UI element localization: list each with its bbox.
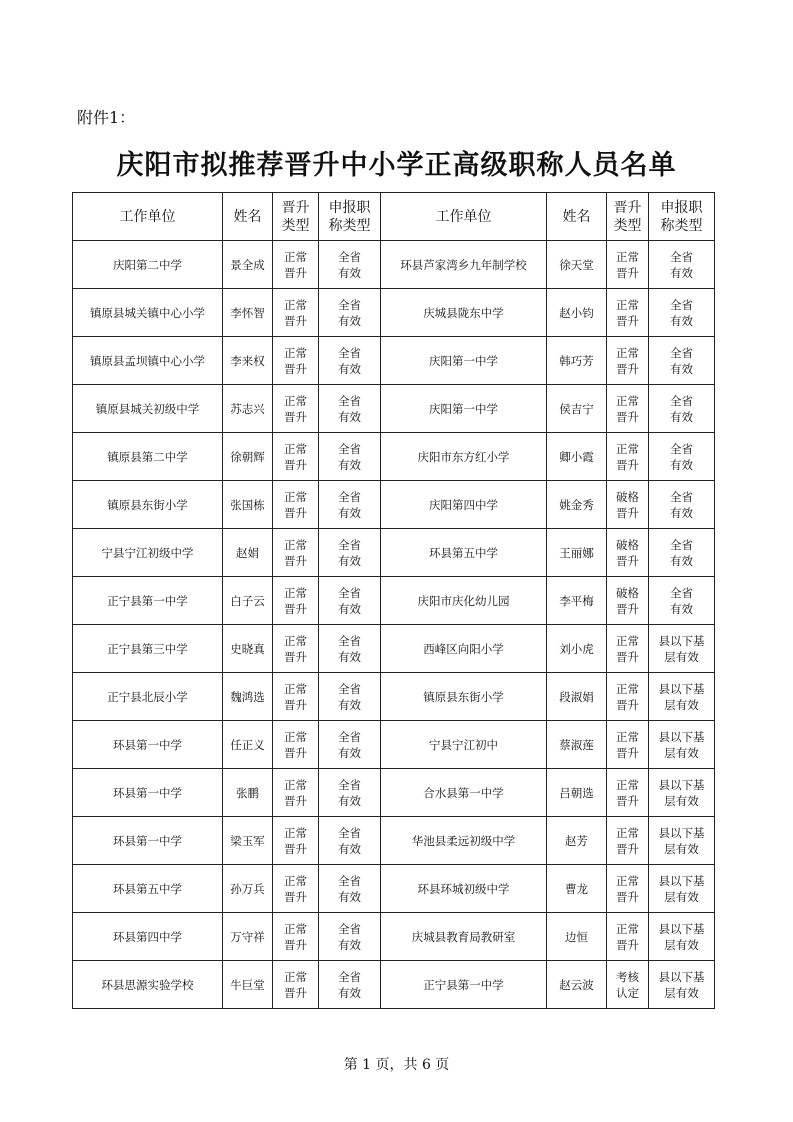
unit-cell: 镇原县第二中学: [73, 433, 223, 481]
title-type-cell: 全省 有效: [649, 337, 715, 385]
header-unit-2: 工作单位: [381, 193, 547, 241]
title-type-cell: 全省 有效: [319, 673, 381, 721]
name-cell: 赵小钧: [547, 289, 607, 337]
name-cell: 魏鸿选: [223, 673, 273, 721]
unit-cell: 宁县宁江初中: [381, 721, 547, 769]
title-type-cell: 县以下基 层有效: [649, 721, 715, 769]
table-body: [73, 241, 715, 1009]
unit-cell: 环县环城初级中学: [381, 865, 547, 913]
name-cell: 侯吉宁: [547, 385, 607, 433]
promotion-type-cell: 破格 晋升: [607, 529, 649, 577]
name-cell: 蔡淑莲: [547, 721, 607, 769]
promotion-type-cell: 正常 晋升: [273, 433, 319, 481]
name-cell: 李怀智: [223, 289, 273, 337]
unit-cell: 镇原县城关初级中学: [73, 385, 223, 433]
promotion-type-cell: 正常 晋升: [607, 865, 649, 913]
table-row: [73, 625, 715, 673]
title-type-cell: 全省 有效: [319, 433, 381, 481]
unit-cell: 庆阳市庆化幼儿园: [381, 577, 547, 625]
name-cell: 张国栋: [223, 481, 273, 529]
promotion-type-cell: 正常 晋升: [273, 625, 319, 673]
promotion-type-cell: 正常 晋升: [607, 817, 649, 865]
name-cell: 赵芳: [547, 817, 607, 865]
title-type-cell: 全省 有效: [649, 289, 715, 337]
title-type-cell: 全省 有效: [649, 241, 715, 289]
title-type-cell: 全省 有效: [319, 529, 381, 577]
title-type-cell: 全省 有效: [319, 961, 381, 1009]
name-cell: 万守祥: [223, 913, 273, 961]
header-unit: 工作单位: [73, 193, 223, 241]
name-cell: 段淑娟: [547, 673, 607, 721]
promotion-type-cell: 考核 认定: [607, 961, 649, 1009]
table-row: [73, 385, 715, 433]
name-cell: 孙万兵: [223, 865, 273, 913]
name-cell: 姚金秀: [547, 481, 607, 529]
name-cell: 刘小虎: [547, 625, 607, 673]
unit-cell: 镇原县东街小学: [73, 481, 223, 529]
title-type-cell: 县以下基 层有效: [649, 913, 715, 961]
title-type-cell: 全省 有效: [649, 481, 715, 529]
promotion-type-cell: 正常 晋升: [273, 769, 319, 817]
title-type-cell: 全省 有效: [319, 721, 381, 769]
unit-cell: 庆阳第一中学: [381, 385, 547, 433]
table-row: [73, 817, 715, 865]
table-row: [73, 913, 715, 961]
title-type-cell: 全省 有效: [319, 241, 381, 289]
roster-table: [72, 192, 715, 1009]
unit-cell: 庆阳第二中学: [73, 241, 223, 289]
unit-cell: 镇原县东街小学: [381, 673, 547, 721]
unit-cell: 环县第五中学: [73, 865, 223, 913]
table-row: [73, 673, 715, 721]
header-name: 姓名: [223, 193, 273, 241]
unit-cell: 宁县宁江初级中学: [73, 529, 223, 577]
promotion-type-cell: 正常 晋升: [607, 385, 649, 433]
unit-cell: 镇原县城关镇中心小学: [73, 289, 223, 337]
promotion-type-cell: 正常 晋升: [273, 817, 319, 865]
header-name-2: 姓名: [547, 193, 607, 241]
unit-cell: 环县第一中学: [73, 721, 223, 769]
unit-cell: 环县第一中学: [73, 769, 223, 817]
header-row: [73, 193, 715, 241]
promotion-type-cell: 正常 晋升: [273, 289, 319, 337]
unit-cell: 庆阳第一中学: [381, 337, 547, 385]
unit-cell: 环县第一中学: [73, 817, 223, 865]
attachment-label: 附件1：: [77, 108, 136, 127]
unit-cell: 庆阳市东方红小学: [381, 433, 547, 481]
title-type-cell: 全省 有效: [649, 385, 715, 433]
title-type-cell: 县以下基 层有效: [649, 769, 715, 817]
unit-cell: 庆阳第四中学: [381, 481, 547, 529]
promotion-type-cell: 正常 晋升: [607, 721, 649, 769]
table-row: [73, 433, 715, 481]
name-cell: 徐天堂: [547, 241, 607, 289]
table-row: [73, 289, 715, 337]
unit-cell: 环县第五中学: [381, 529, 547, 577]
title-type-cell: 全省 有效: [649, 433, 715, 481]
unit-cell: 镇原县孟坝镇中心小学: [73, 337, 223, 385]
table-row: [73, 961, 715, 1009]
promotion-type-cell: 正常 晋升: [273, 673, 319, 721]
name-cell: 张鹏: [223, 769, 273, 817]
title-type-cell: 全省 有效: [319, 865, 381, 913]
title-type-cell: 全省 有效: [319, 289, 381, 337]
unit-cell: 环县第四中学: [73, 913, 223, 961]
table-row: [73, 721, 715, 769]
table-row: [73, 241, 715, 289]
promotion-type-cell: 正常 晋升: [273, 865, 319, 913]
unit-cell: 正宁县第三中学: [73, 625, 223, 673]
name-cell: 梁玉军: [223, 817, 273, 865]
header-promotion-type: 晋升 类型: [273, 193, 319, 241]
table-row: [73, 577, 715, 625]
name-cell: 王丽娜: [547, 529, 607, 577]
name-cell: 牛巨堂: [223, 961, 273, 1009]
unit-cell: 正宁县北辰小学: [73, 673, 223, 721]
title-type-cell: 县以下基 层有效: [649, 865, 715, 913]
promotion-type-cell: 正常 晋升: [273, 721, 319, 769]
promotion-type-cell: 破格 晋升: [607, 577, 649, 625]
name-cell: 任正义: [223, 721, 273, 769]
title-type-cell: 全省 有效: [319, 817, 381, 865]
title-type-cell: 全省 有效: [319, 337, 381, 385]
title-type-cell: 县以下基 层有效: [649, 817, 715, 865]
promotion-type-cell: 正常 晋升: [273, 481, 319, 529]
promotion-type-cell: 正常 晋升: [273, 529, 319, 577]
promotion-type-cell: 正常 晋升: [273, 385, 319, 433]
title-type-cell: 县以下基 层有效: [649, 961, 715, 1009]
title-type-cell: 全省 有效: [319, 385, 381, 433]
title-type-cell: 全省 有效: [649, 577, 715, 625]
promotion-type-cell: 正常 晋升: [273, 577, 319, 625]
promotion-type-cell: 正常 晋升: [607, 241, 649, 289]
page-footer: 第 1 页，共 6 页: [343, 1057, 450, 1073]
title-type-cell: 县以下基 层有效: [649, 673, 715, 721]
title-type-cell: 全省 有效: [319, 913, 381, 961]
table-row: [73, 481, 715, 529]
unit-cell: 环县思源实验学校: [73, 961, 223, 1009]
promotion-type-cell: 正常 晋升: [607, 769, 649, 817]
promotion-type-cell: 正常 晋升: [273, 337, 319, 385]
promotion-type-cell: 正常 晋升: [273, 961, 319, 1009]
title-type-cell: 全省 有效: [319, 769, 381, 817]
table-row: [73, 529, 715, 577]
unit-cell: 合水县第一中学: [381, 769, 547, 817]
unit-cell: 庆城县陇东中学: [381, 289, 547, 337]
table-row: [73, 769, 715, 817]
name-cell: 赵云波: [547, 961, 607, 1009]
promotion-type-cell: 正常 晋升: [273, 241, 319, 289]
name-cell: 李来权: [223, 337, 273, 385]
title-type-cell: 全省 有效: [319, 577, 381, 625]
header-title-type: 申报职 称类型: [319, 193, 381, 241]
promotion-type-cell: 正常 晋升: [607, 673, 649, 721]
name-cell: 吕朝选: [547, 769, 607, 817]
title-type-cell: 全省 有效: [319, 481, 381, 529]
name-cell: 卿小霞: [547, 433, 607, 481]
name-cell: 徐朝辉: [223, 433, 273, 481]
name-cell: 曹龙: [547, 865, 607, 913]
name-cell: 边恒: [547, 913, 607, 961]
promotion-type-cell: 正常 晋升: [607, 337, 649, 385]
table-row: [73, 337, 715, 385]
table-row: [73, 865, 715, 913]
name-cell: 苏志兴: [223, 385, 273, 433]
name-cell: 白子云: [223, 577, 273, 625]
name-cell: 史晓真: [223, 625, 273, 673]
promotion-type-cell: 正常 晋升: [607, 913, 649, 961]
title-type-cell: 全省 有效: [649, 529, 715, 577]
name-cell: 赵娟: [223, 529, 273, 577]
unit-cell: 正宁县第一中学: [73, 577, 223, 625]
promotion-type-cell: 正常 晋升: [607, 625, 649, 673]
promotion-type-cell: 破格 晋升: [607, 481, 649, 529]
header-promotion-type-2: 晋升 类型: [607, 193, 649, 241]
document-title: 庆阳市拟推荐晋升中小学正高级职称人员名单: [116, 150, 677, 181]
title-type-cell: 县以下基 层有效: [649, 625, 715, 673]
name-cell: 李平梅: [547, 577, 607, 625]
title-type-cell: 全省 有效: [319, 625, 381, 673]
unit-cell: 华池县柔远初级中学: [381, 817, 547, 865]
unit-cell: 西峰区向阳小学: [381, 625, 547, 673]
header-title-type-2: 申报职 称类型: [649, 193, 715, 241]
name-cell: 韩巧芳: [547, 337, 607, 385]
name-cell: 景全成: [223, 241, 273, 289]
promotion-type-cell: 正常 晋升: [273, 913, 319, 961]
promotion-type-cell: 正常 晋升: [607, 289, 649, 337]
unit-cell: 庆城县教育局教研室: [381, 913, 547, 961]
unit-cell: 环县芦家湾乡九年制学校: [381, 241, 547, 289]
unit-cell: 正宁县第一中学: [381, 961, 547, 1009]
promotion-type-cell: 正常 晋升: [607, 433, 649, 481]
